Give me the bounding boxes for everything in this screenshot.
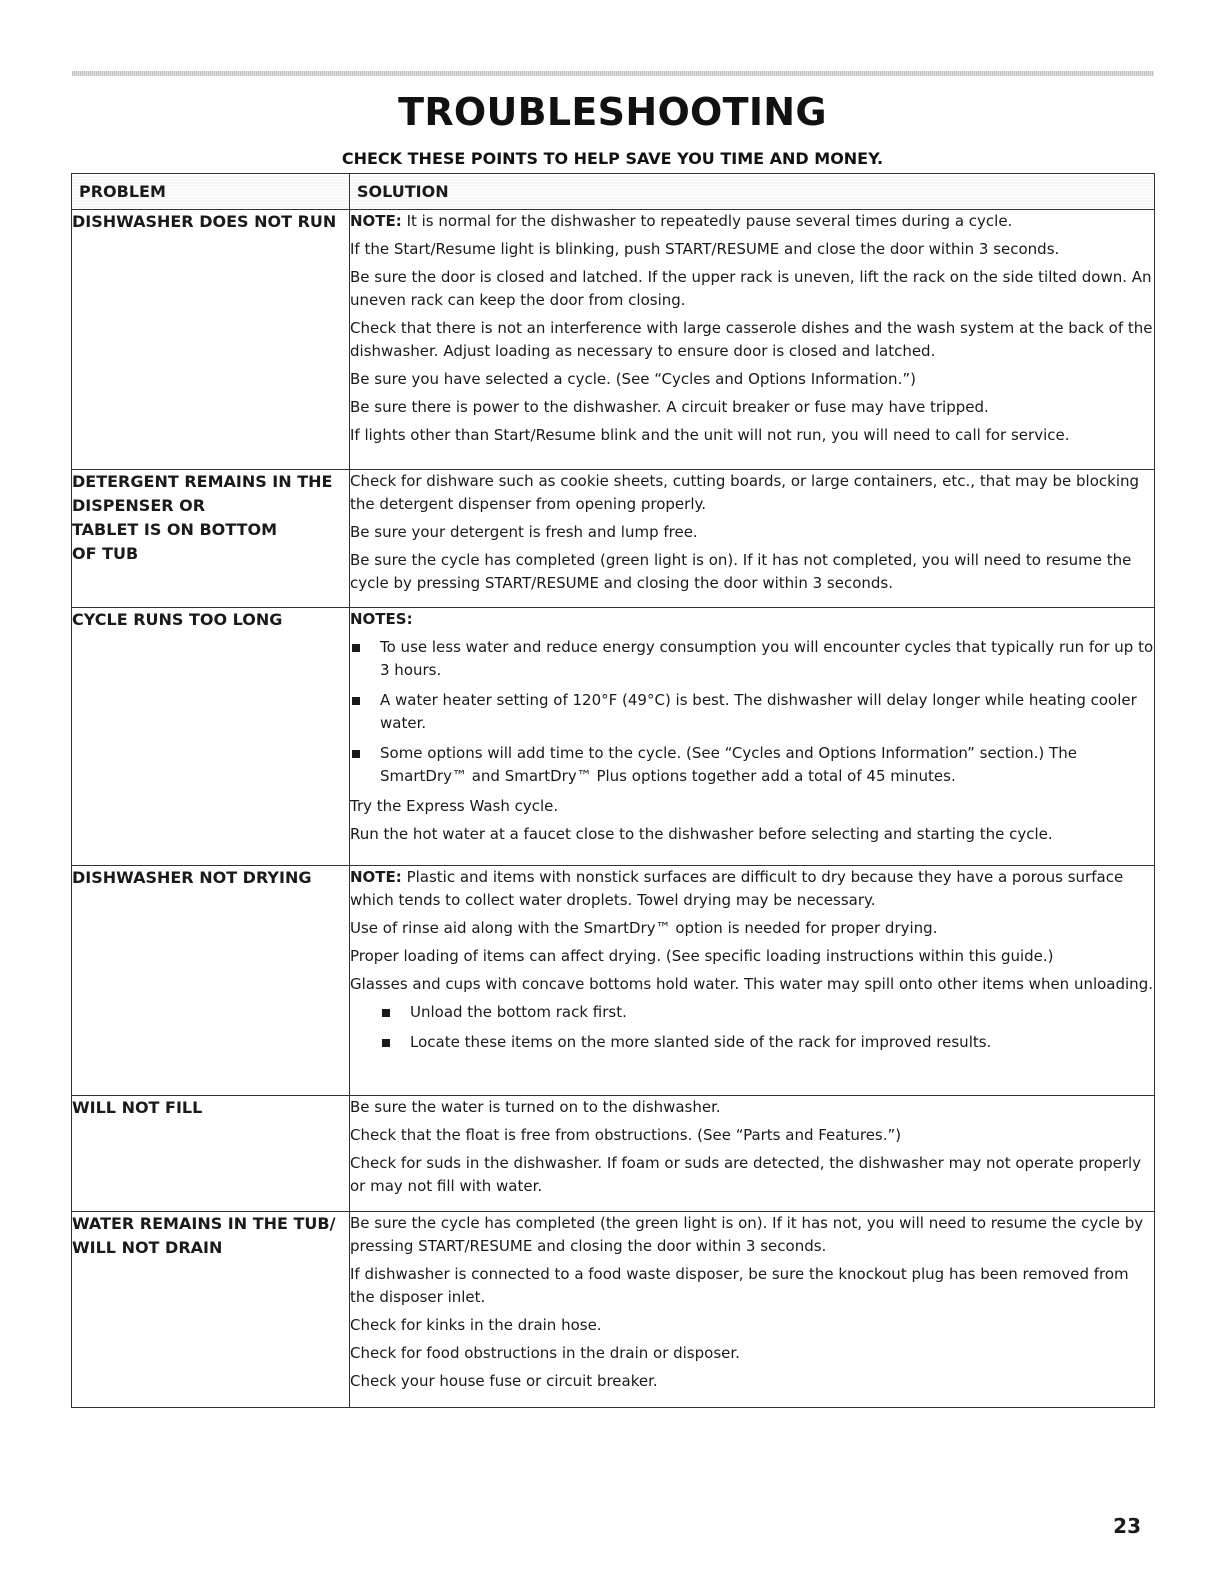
solution-line: Check your house fuse or circuit breaker. — [350, 1372, 658, 1390]
problem-text: WILL NOT DRAIN — [72, 1238, 223, 1257]
bullet-square-icon — [352, 750, 360, 758]
problem-text: DETERGENT REMAINS IN THE — [72, 472, 333, 491]
bullet-square-icon — [382, 1039, 390, 1047]
bullet-item: Locate these items on the more slanted side of the rack for improved results. — [350, 1031, 1154, 1054]
problem-cell — [72, 866, 350, 1096]
bullet-item: A water heater setting of 120°F (49°C) is best. The dishwasher will delay longer while heating cooler water. — [350, 689, 1154, 735]
problem-cell — [72, 1096, 350, 1212]
solution-line: Check that there is not an interference with large casserole dishes and the wash system at the back of the dishwasher. Adjust loading as necessary to ensure door is closed and latched. — [350, 319, 1153, 360]
problem-text: DISPENSER OR — [72, 496, 206, 515]
problem-text: DISHWASHER NOT DRYING — [72, 868, 312, 887]
page-number: 23 — [1113, 1514, 1141, 1538]
page-subtitle: CHECK THESE POINTS TO HELP SAVE YOU TIME AND MONEY. — [341, 149, 884, 168]
problem-cell — [72, 470, 350, 608]
solution-line: Be sure the water is turned on to the dishwasher. — [350, 1098, 721, 1116]
table-row — [72, 210, 1155, 470]
solution-cell — [350, 470, 1155, 608]
problem-text: TABLET IS ON BOTTOM — [72, 520, 277, 539]
solution-line: Be sure the door is closed and latched. If the upper rack is uneven, lift the rack on the side tilted down. An uneven rack can keep the door from closing. — [350, 268, 1152, 309]
solution-line: NOTE: Plastic and items with nonstick surfaces are difficult to dry because they have a porous surface which tends to collect water droplets. Towel drying may be necessary. — [350, 868, 1124, 909]
solution-line: Be sure your detergent is fresh and lump free. — [350, 523, 698, 541]
solution-line: Use of rinse aid along with the SmartDry™ option is needed for proper drying. — [350, 919, 938, 937]
page-title: TROUBLESHOOTING — [398, 90, 827, 134]
solution-line: Glasses and cups with concave bottoms hold water. This water may spill onto other items when unloading. — [350, 975, 1153, 993]
bullet-square-icon — [352, 644, 360, 652]
notes-label: NOTES: — [350, 610, 413, 628]
bullet-item: Unload the bottom rack first. — [350, 1001, 1154, 1024]
solution-cell — [350, 210, 1155, 470]
header-solution: SOLUTION — [350, 174, 1155, 210]
solution-line: Be sure you have selected a cycle. (See “Cycles and Options Information.”) — [350, 370, 916, 388]
problem-cell — [72, 210, 350, 470]
solution-line: Run the hot water at a faucet close to the dishwasher before selecting and starting the cycle. — [350, 825, 1053, 843]
problem-text: OF TUB — [72, 544, 139, 563]
solution-line: Check for dishware such as cookie sheets, cutting boards, or large containers, etc., that may be blocking the detergent dispenser from opening properly. — [350, 472, 1140, 513]
table-row — [72, 1096, 1155, 1212]
solution-line: Check for food obstructions in the drain or disposer. — [350, 1344, 740, 1362]
solution-line: Check for suds in the dishwasher. If foam or suds are detected, the dishwasher may not operate properly or may not fill with water. — [350, 1154, 1142, 1195]
problem-text: CYCLE RUNS TOO LONG — [72, 610, 283, 629]
solution-line: Be sure the cycle has completed (the green light is on). If it has not, you will need to resume the cycle by pressing START/RESUME and closing the door within 3 seconds. — [350, 1214, 1144, 1255]
table-row — [72, 608, 1155, 866]
solution-line: Be sure there is power to the dishwasher. A circuit breaker or fuse may have tripped. — [350, 398, 989, 416]
table-row — [72, 470, 1155, 608]
solution-line: Be sure the cycle has completed (green light is on). If it has not completed, you will need to resume the cycle by pressing START/RESUME and closing the door within 3 seconds. — [350, 551, 1132, 592]
solution-line: Check for kinks in the drain hose. — [350, 1316, 602, 1334]
solution-line: Try the Express Wash cycle. — [350, 797, 559, 815]
top-rule — [72, 71, 1154, 76]
problem-cell — [72, 608, 350, 866]
solution-line: If lights other than Start/Resume blink and the unit will not run, you will need to call for service. — [350, 426, 1070, 444]
solution-line: Proper loading of items can affect drying. (See specific loading instructions within this guide.) — [350, 947, 1054, 965]
header-problem: PROBLEM — [72, 174, 350, 210]
bullet-square-icon — [352, 697, 360, 705]
solution-line: NOTE: It is normal for the dishwasher to repeatedly pause several times during a cycle. — [350, 212, 1013, 230]
solution-line: If the Start/Resume light is blinking, push START/RESUME and close the door within 3 seconds. — [350, 240, 1060, 258]
problem-text: WATER REMAINS IN THE TUB/ — [72, 1214, 336, 1233]
problem-text: WILL NOT FILL — [72, 1098, 203, 1117]
bullet-square-icon — [382, 1009, 390, 1017]
problem-cell — [72, 1212, 350, 1408]
bullet-item: To use less water and reduce energy consumption you will encounter cycles that typically run for up to 3 hours. — [350, 636, 1154, 682]
solution-cell — [350, 1096, 1155, 1212]
problem-text: DISHWASHER DOES NOT RUN — [72, 212, 337, 231]
solution-cell — [350, 1212, 1155, 1408]
troubleshooting-table — [71, 173, 1155, 1408]
solution-line: If dishwasher is connected to a food waste disposer, be sure the knockout plug has been removed from the disposer inlet. — [350, 1265, 1129, 1306]
table-row — [72, 866, 1155, 1096]
solution-cell — [350, 866, 1155, 1096]
solution-cell — [350, 608, 1155, 866]
bullet-item: Some options will add time to the cycle. (See “Cycles and Options Information” section.) The SmartDry™ and SmartDry™ Plus options together add a total of 45 minutes. — [350, 742, 1154, 788]
table-row — [72, 1212, 1155, 1408]
solution-line: Check that the float is free from obstructions. (See “Parts and Features.”) — [350, 1126, 902, 1144]
